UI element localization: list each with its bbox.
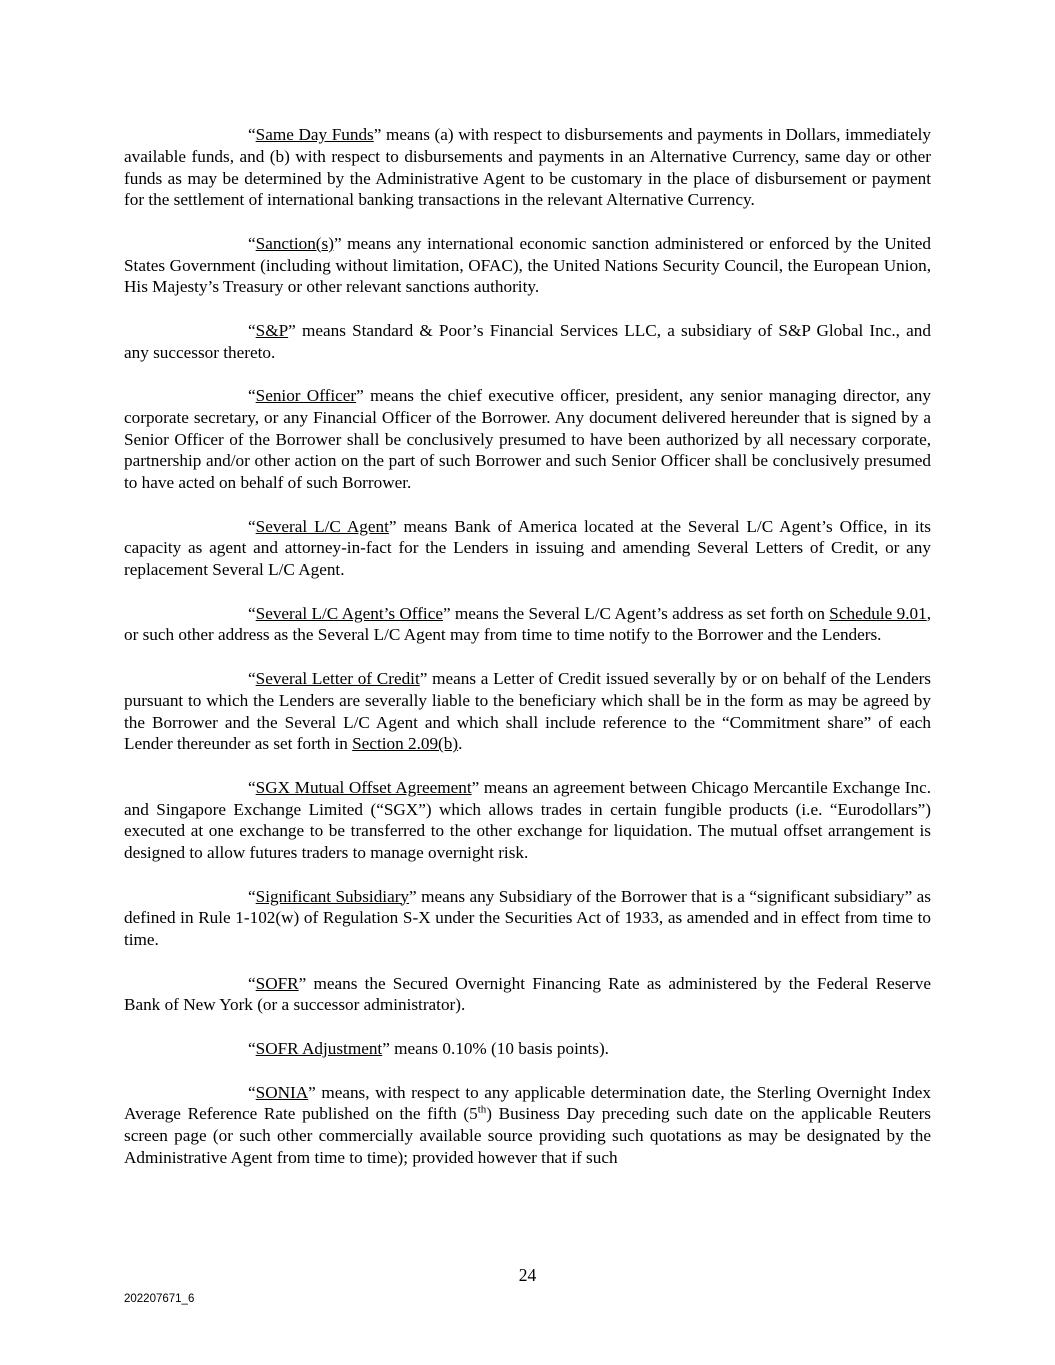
definition-text: means a Letter of Credit issued severally by or on behalf of the Lenders pursuant to which the Lenders are severally liable to the beneficiary which shall be in the form as may be agreed by the Borrower and the Several L/C Agent and which shall include reference to the “Commitment share” of each Lender thereunder as set forth in bbox=[124, 669, 931, 754]
definition-text: means any Subsidiary of the Borrower that is a “significant subsidiary” as defined in Rule 1-102(w) of Regulation S-X under the Securities Act of 1933, as amended and in effect from time to time. bbox=[124, 886, 931, 950]
definition-sgx-mutual-offset-agreement: “SGX Mutual Offset Agreement” means an agreement between Chicago Mercantile Exchange Inc. and Singapore Exchange Limited (“SGX”) which allows trades in certain fungible products (i.e. “Eurodollars”) executed at one exchange to be transferred to the other exchange for liquidation. The mutual offset arrangement is designed to allow futures traders to manage overnight risk. bbox=[124, 777, 932, 863]
definition-text: means (a) with respect to disbursements and payments in Dollars, immediately available funds, and (b) with respect to disbursements and payments in an Alternative Currency, same day or other funds as may be determined by the Administrative Agent to be customary in the place of disbursement or payment for the settlement of international banking transactions in the relevant Alternative Currency. bbox=[124, 125, 931, 210]
definition-sonia: “SONIA” means, with respect to any applicable determination date, the Sterling Overnight Index Average Reference Rate published on the fifth (5th) Business Day preceding such date on the applicable Reuters screen page (or such other commercially available source providing such quotations as may be designated by the Administrative Agent from time to time); provided however that if such bbox=[124, 1082, 931, 1167]
definition-significant-subsidiary: “Significant Subsidiary” means any Subsidiary of the Borrower that is a “significant subsidiary” as defined in Rule 1-102(w) of Regulation S-X under the Securities Act of 1933, as amended and in effect from time to time. bbox=[124, 886, 931, 950]
defined-term: Significant Subsidiary bbox=[255, 886, 410, 906]
definition-text: means, with respect to any applicable determination date, the Sterling Overnight Index Average Reference Rate published on the fifth (5 bbox=[124, 1082, 931, 1124]
document-id: 202207671_6 bbox=[124, 1293, 195, 1305]
section-reference: Section 2.09(b) bbox=[352, 734, 459, 754]
definition-text-continued: , or such other address as the Several L/C Agent may from time to time notify to the Borrower and the Lenders. bbox=[124, 603, 931, 645]
defined-term: SOFR Adjustment bbox=[255, 1038, 383, 1058]
definition-text: means any international economic sanction administered or enforced by the United States Government (including without limitation, OFAC), the United Nations Security Council, the European Union, His Majesty’s Treasury or other relevant sanctions authority. bbox=[124, 233, 931, 297]
definition-senior-officer: “Senior Officer” means the chief executive officer, president, any senior managing director, any corporate secretary, or any Financial Officer of the Borrower. Any document delivered hereunder that is signed by a Senior Officer of the Borrower shall be conclusively presumed to have been authorized by all necessary corporate, partnership and/or other action on the part of such Borrower and such Senior Officer shall be conclusively presumed to have acted on behalf of such Borrower. bbox=[124, 386, 931, 493]
definition-several-lc-agents-office: “Several L/C Agent’s Office” means the Several L/C Agent’s address as set forth on Schedule 9.01, or such other address as the Several L/C Agent may from time to time notify to the Borrower and the Lenders. bbox=[124, 603, 931, 645]
definitions-body bbox=[124, 124, 931, 1190]
defined-term: Several L/C Agent bbox=[255, 516, 389, 536]
definition-text: means Bank of America located at the Several L/C Agent’s Office, in its capacity as agent and attorney-in-fact for the Lenders in issuing and amending Several Letters of Credit, or any replacement Several L/C Agent. bbox=[124, 516, 931, 580]
definition-several-letter-of-credit: “Several Letter of Credit” means a Letter of Credit issued severally by or on behalf of the Lenders pursuant to which the Lenders are severally liable to the beneficiary which shall be in the form as may be agreed by the Borrower and the Several L/C Agent and which shall include reference to the “Commitment share” of each Lender thereunder as set forth in Section 2.09(b). bbox=[124, 669, 931, 754]
definition-text: means the Secured Overnight Financing Rate as administered by the Federal Reserve Bank of New York (or a successor administrator). bbox=[124, 973, 931, 1015]
definition-s-and-p: “S&P” means Standard & Poor’s Financial Services LLC, a subsidiary of S&P Global Inc., and any successor thereto. bbox=[124, 320, 931, 362]
definition-text: means the chief executive officer, president, any senior managing director, any corporate secretary, or any Financial Officer of the Borrower. Any document delivered hereunder that is signed by a Senior Officer of the Borrower shall be conclusively presumed to have been authorized by all necessary corporate, partnership and/or other action on the part of such Borrower and such Senior Officer shall be conclusively presumed to have acted on behalf of such Borrower. bbox=[124, 386, 931, 493]
schedule-reference: Schedule 9.01 bbox=[829, 603, 927, 623]
defined-term: S&P bbox=[255, 320, 289, 340]
ordinal-superscript: th bbox=[477, 1103, 487, 1116]
definition-text-continued: . bbox=[458, 734, 463, 754]
defined-term: Same Day Funds bbox=[255, 125, 374, 144]
definition-text: means 0.10% (10 basis points). bbox=[389, 1038, 609, 1058]
definition-text: means an agreement between Chicago Mercantile Exchange Inc. and Singapore Exchange Limited (“SGX”) which allows trades in certain fungible products (i.e. “Eurodollars”) executed at one exchange to be transferred to the other exchange for liquidation. The mutual offset arrangement is designed to allow futures traders to manage overnight risk. bbox=[124, 777, 932, 863]
defined-term: Sanction(s) bbox=[255, 233, 334, 253]
defined-term: SOFR bbox=[255, 973, 299, 993]
definition-same-day-funds: “Same Day Funds” means (a) with respect to disbursements and payments in Dollars, immediately available funds, and (b) with respect to disbursements and payments in an Alternative Currency, same day or other funds as may be determined by the Administrative Agent to be customary in the place of disbursement or payment for the settlement of international banking transactions in the relevant Alternative Currency. bbox=[124, 125, 931, 210]
definition-text: means the Several L/C Agent’s address as set forth on bbox=[450, 603, 830, 623]
defined-term: SONIA bbox=[255, 1082, 309, 1102]
definition-sofr-adjustment: “SOFR Adjustment” means 0.10% (10 basis points). bbox=[248, 1038, 609, 1058]
definition-sofr: “SOFR” means the Secured Overnight Financing Rate as administered by the Federal Reserve Bank of New York (or a successor administrator). bbox=[124, 973, 931, 1015]
defined-term: Several Letter of Credit bbox=[255, 669, 420, 689]
definition-sanctions: “Sanction(s)” means any international economic sanction administered or enforced by the United States Government (including without limitation, OFAC), the United Nations Security Council, the European Union, His Majesty’s Treasury or other relevant sanctions authority. bbox=[124, 233, 931, 297]
page-number: 24 bbox=[518, 1265, 537, 1285]
definition-text: means Standard & Poor’s Financial Services LLC, a subsidiary of S&P Global Inc., and any successor thereto. bbox=[124, 320, 931, 362]
definition-several-lc-agent: “Several L/C Agent” means Bank of America located at the Several L/C Agent’s Office, in its capacity as agent and attorney-in-fact for the Lenders in issuing and amending Several Letters of Credit, or any replacement Several L/C Agent. bbox=[124, 516, 931, 580]
defined-term: SGX Mutual Offset Agreement bbox=[255, 777, 472, 797]
definition-text-continued: ) Business Day preceding such date on the applicable Reuters screen page (or such other commercially available source providing such quotations as may be designated by the Administrative Agent from time to time); provided however that if such bbox=[124, 1104, 931, 1167]
defined-term: Senior Officer bbox=[255, 386, 357, 406]
defined-term: Several L/C Agent’s Office bbox=[255, 603, 443, 623]
